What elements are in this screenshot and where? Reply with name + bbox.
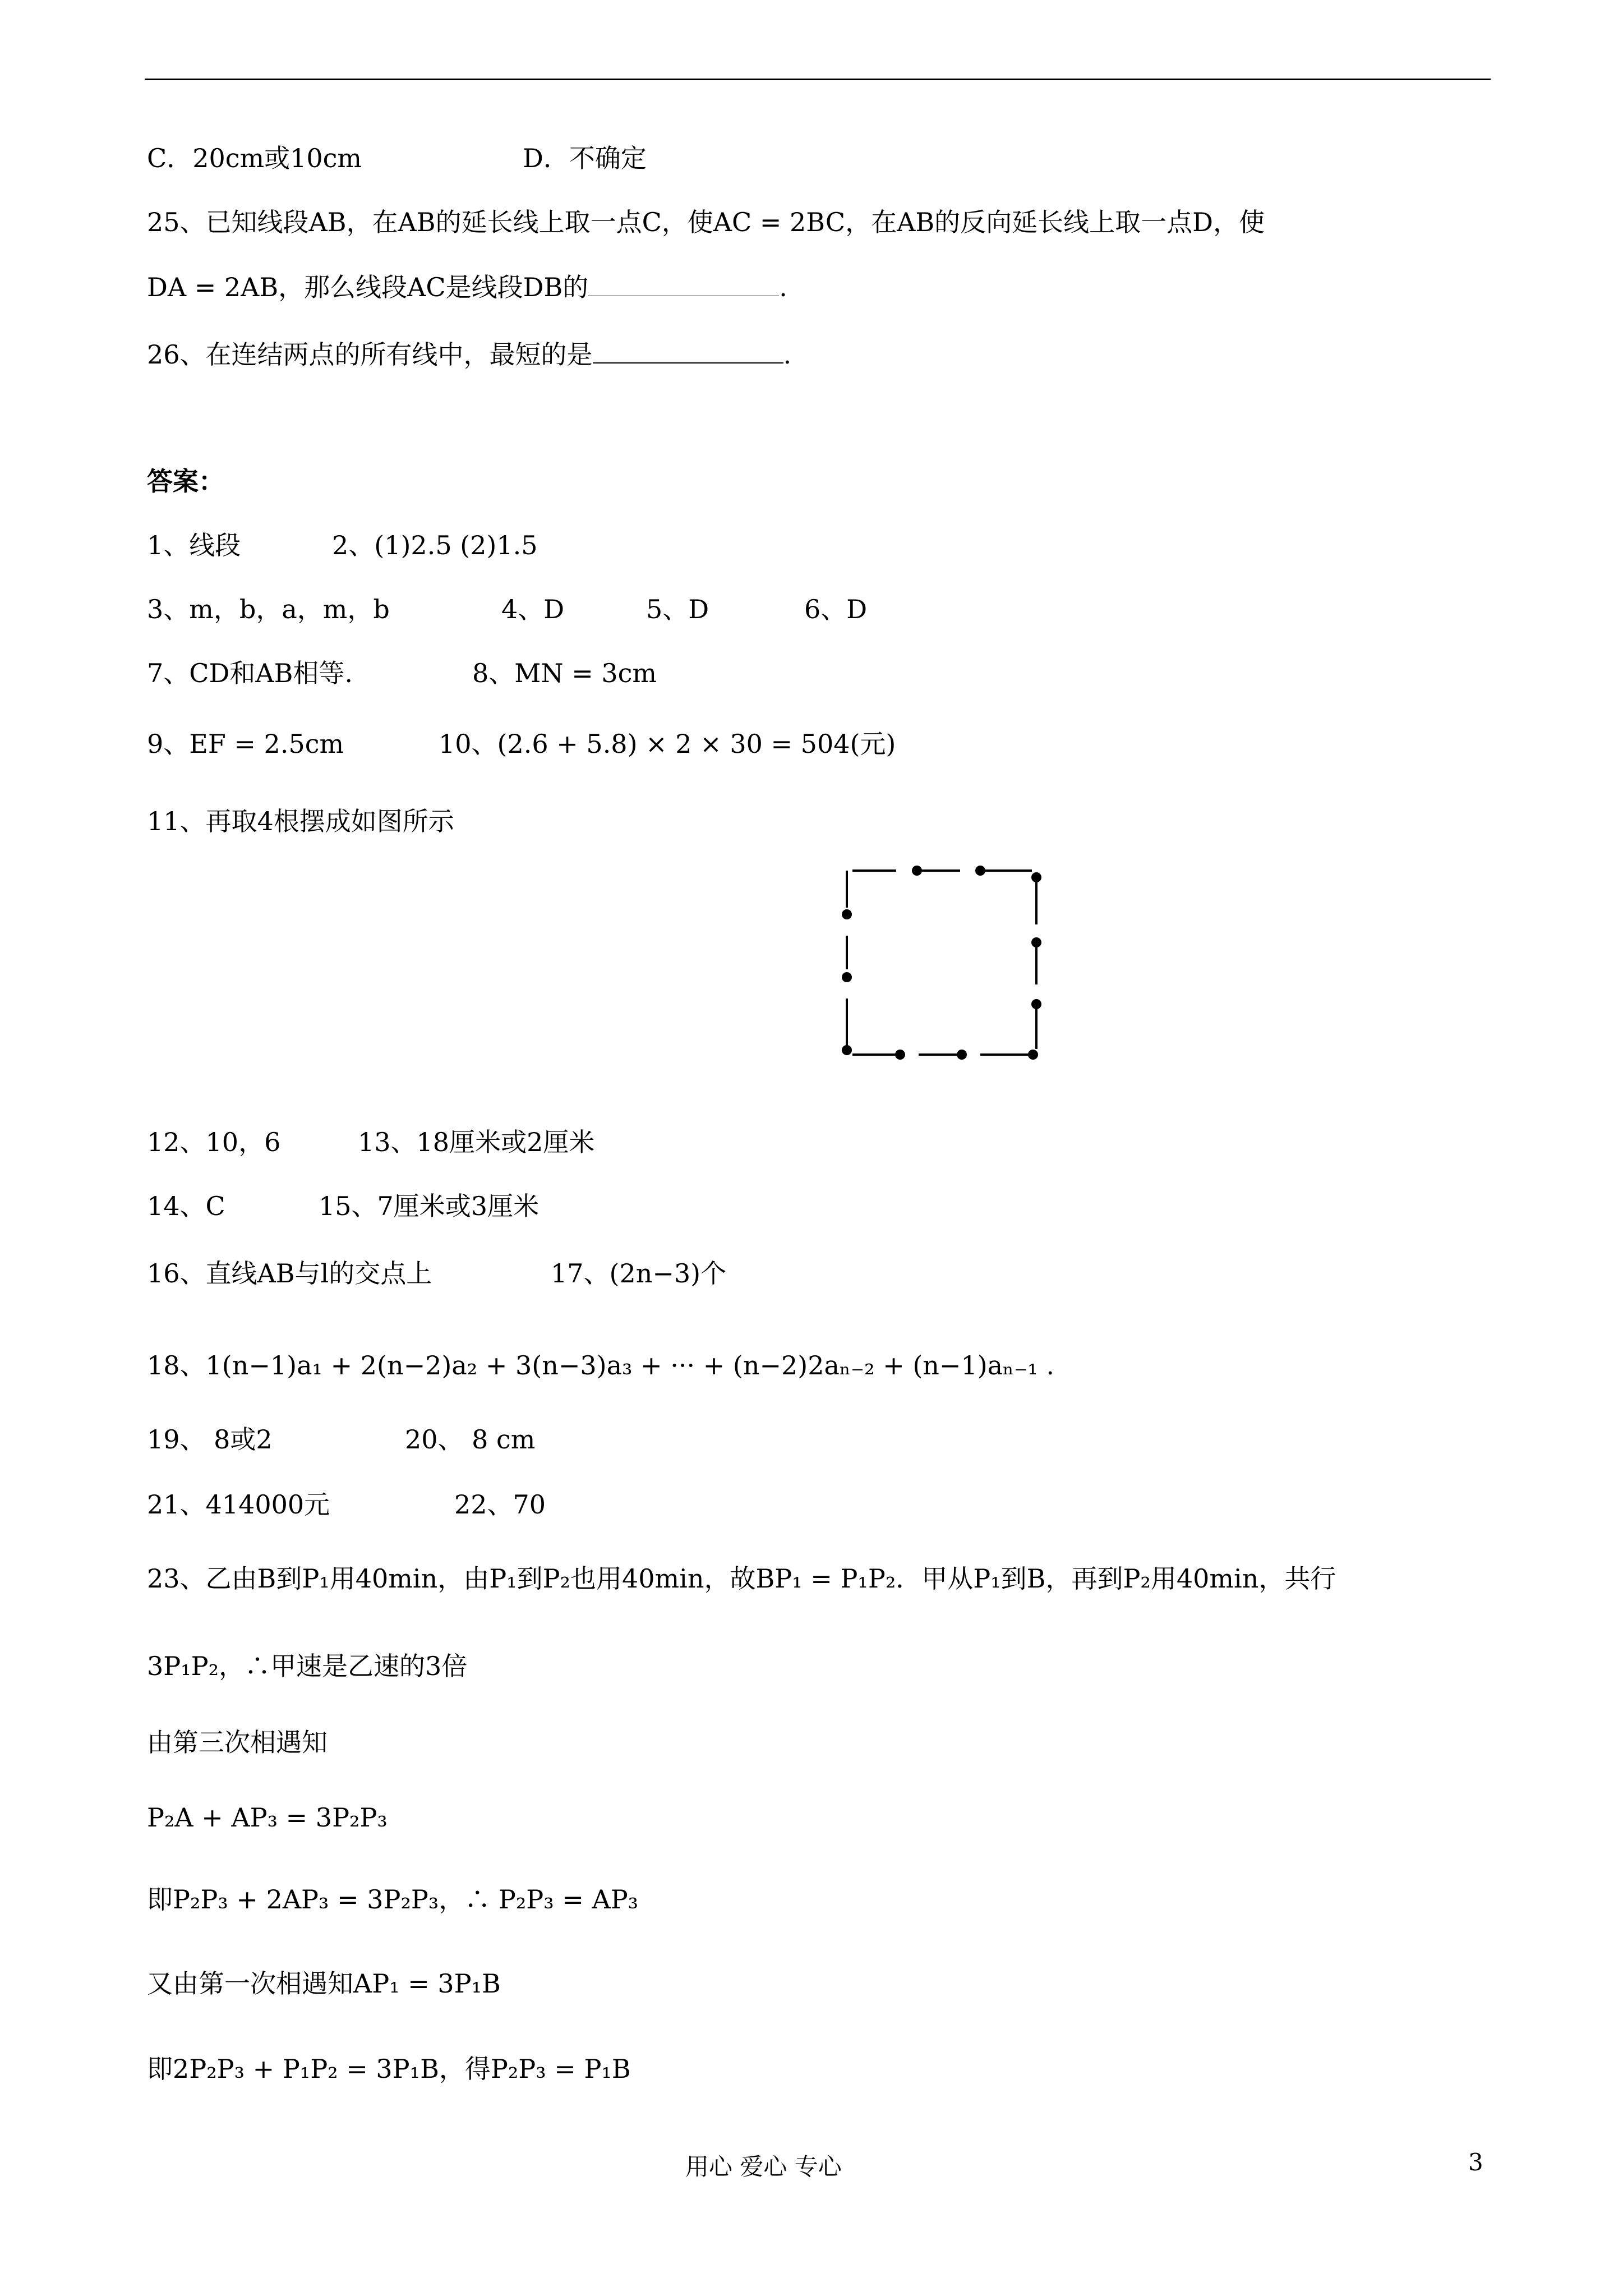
answer-23-line-4: P₂A + AP₃ = 3P₂P₃ — [147, 1802, 388, 1833]
answer-18: 18、1(n−1)a₁ + 2(n−2)a₂ + 3(n−3)a₃ + ··· + (n−2)2aₙ₋₂ + (n−1)aₙ₋₁ . — [147, 1350, 1054, 1381]
option-c: C．20cm或10cm — [147, 143, 362, 173]
answer-23-line-3: 由第三次相遇知 — [147, 1727, 328, 1757]
matchstick-square-figure — [836, 858, 1049, 1071]
matchstick-head — [843, 910, 851, 918]
answer-17: 17、(2n−3)个 — [551, 1258, 727, 1289]
period: . — [779, 272, 787, 302]
answer-20: 20、 8 cm — [405, 1424, 536, 1455]
question-25-line-2 — [147, 270, 787, 304]
matchstick-head — [896, 1051, 904, 1059]
matchstick-head — [1029, 1051, 1037, 1059]
answer-7: 7、CD和AB相等. — [147, 658, 353, 688]
question-26-text: 26、在连结两点的所有线中，最短的是 — [147, 339, 593, 370]
answer-23-line-1: 23、乙由B到P₁用40min，由P₁到P₂也用40min，故BP₁ = P₁P₂．甲从P₁到B，再到P₂用40min，共行 — [147, 1563, 1336, 1594]
question-25-line-1: 25、已知线段AB，在AB的延长线上取一点C，使AC = 2BC，在AB的反向延长线上取一点D，使 — [147, 207, 1265, 237]
answer-9: 9、EF = 2.5cm — [147, 729, 344, 759]
header-rule — [145, 79, 1491, 80]
answer-8: 8、MN = 3cm — [472, 658, 657, 688]
answer-13: 13、18厘米或2厘米 — [358, 1127, 595, 1157]
period: . — [783, 339, 792, 370]
answer-23-line-2: 3P₁P₂，∴甲速是乙速的3倍 — [147, 1651, 468, 1681]
answers-heading: 答案： — [147, 466, 224, 496]
matchstick-head — [843, 973, 851, 981]
matchstick-head — [913, 867, 921, 875]
matchstick-head — [843, 1046, 851, 1054]
answer-23-line-5: 即P₂P₃ + 2AP₃ = 3P₂P₃，∴ P₂P₃ = AP₃ — [147, 1884, 639, 1915]
page-number: 3 — [1468, 2148, 1483, 2176]
answer-15: 15、7厘米或3厘米 — [319, 1191, 540, 1221]
answer-21: 21、414000元 — [147, 1489, 330, 1520]
matchstick-head — [1032, 938, 1040, 946]
answer-12: 12、10，6 — [147, 1127, 281, 1157]
answer-1: 1、线段 — [147, 530, 241, 560]
answer-22: 22、70 — [454, 1489, 546, 1520]
question-25-text: DA = 2AB，那么线段AC是线段DB的 — [147, 272, 589, 302]
answer-19: 19、 8或2 — [147, 1424, 273, 1455]
answer-14: 14、C — [147, 1191, 225, 1221]
answer-11: 11、再取4根摆成如图所示 — [147, 806, 454, 836]
answer-16: 16、直线AB与l的交点上 — [147, 1258, 432, 1289]
answer-6: 6、D — [804, 594, 868, 624]
answer-23-line-6: 又由第一次相遇知AP₁ = 3P₁B — [147, 1968, 501, 1999]
matchstick-head — [976, 867, 984, 875]
answer-4: 4、D — [501, 594, 565, 624]
option-d: D．不确定 — [523, 143, 647, 173]
answer-5: 5、D — [646, 594, 709, 624]
answer-2: 2、(1)2.5 (2)1.5 — [332, 530, 538, 560]
answer-blank — [588, 271, 779, 296]
footer-text: 用心 爱心 专心 — [685, 2153, 842, 2180]
matchstick-head — [1032, 873, 1040, 881]
answer-10: 10、(2.6 + 5.8) × 2 × 30 = 504(元) — [439, 729, 896, 759]
answer-blank — [593, 338, 783, 364]
answer-23-line-7: 即2P₂P₃ + P₁P₂ = 3P₁B，得P₂P₃ = P₁B — [147, 2054, 631, 2084]
question-26-line — [147, 338, 791, 371]
matchstick-head — [958, 1051, 966, 1059]
answer-3: 3、m，b，a，m，b — [147, 594, 390, 624]
matchstick-head — [1032, 1000, 1040, 1008]
